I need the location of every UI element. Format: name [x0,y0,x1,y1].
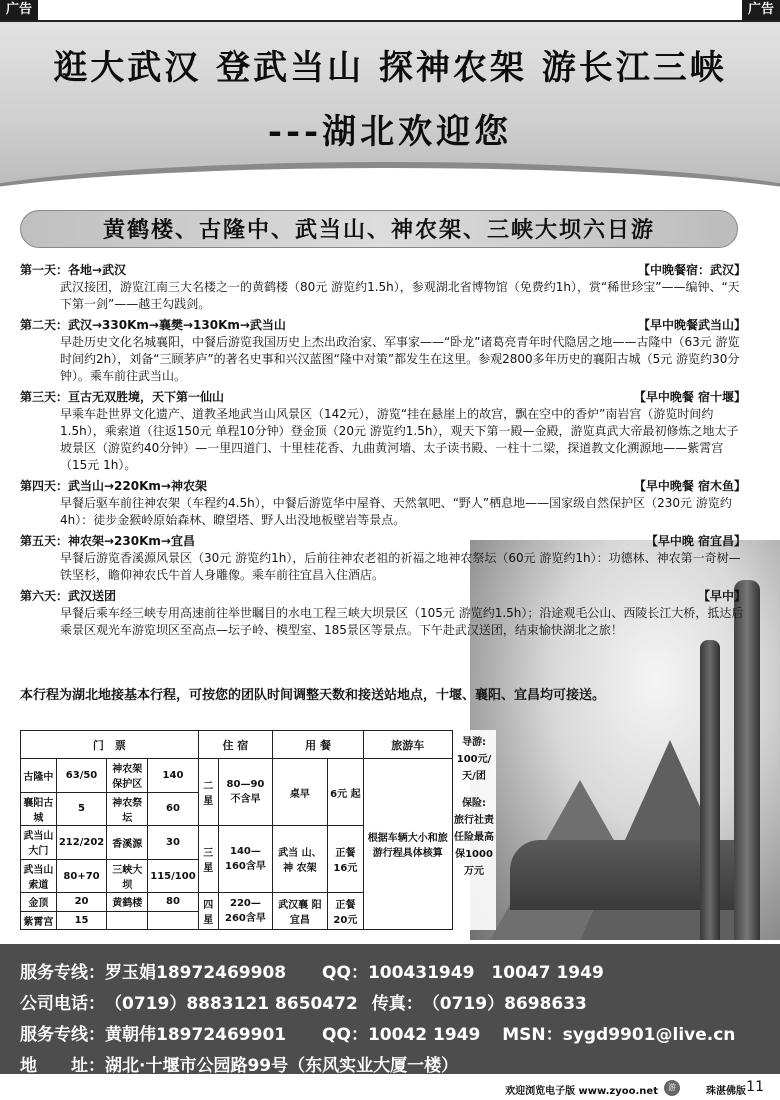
table-row [21,759,497,793]
lodging-star: 二星 [198,759,218,826]
meal-place: 武汉襄 阳宜昌 [273,893,328,930]
contact-label: 服务专线： [20,963,105,983]
day-body: 早餐后驱车前往神农架（车程约4.5h），中餐后游览华中屋脊、天然氧吧、“野人”栖息地——国家级自然保护区（230元 游览约4h）：徒步金猴岭原始森林、瞭望塔、野人出没地板壁岩等景点。 [60,496,732,527]
day-meal: 【早中晚 宿宜昌】 [645,534,746,548]
ticket-price: 63/50 [56,759,106,793]
insurance-label: 保险: [462,798,486,809]
contact-label: 服务专线： [20,1025,105,1045]
bus-note: 根据车辆大小和旅游行程具体核算 [364,759,452,930]
ticket-price: 15 [56,911,106,929]
contact-value: （0719）8883121 8650472 [105,994,358,1014]
ticket-site: 武当山索道 [21,859,57,893]
day-meal: 【早中晚餐 宿木鱼】 [633,479,746,493]
day-title: 第六天：武汉送团 [20,589,117,603]
day-meal: 【中晚餐宿：武汉】 [637,263,746,277]
day-meal: 【早中晚餐武当山】 [637,318,746,332]
day-body: 早乘车赴世界文化遗产、道教圣地武当山风景区（142元），游览“挂在悬崖上的故宫，飘在空中的香炉”南岩宫（游览时间约1.5h），乘索道（往返150元 单程10分钟）登金顶（20元 游览约1.5h），观天下第一殿—金殿，游览真武大帝最初修炼之地太子坡景区（游览约40分钟）—一里四道门、十里桂花香、九曲黄河墙、太子读书殿、一柱十二梁，探道教文化溯源地——紫霄宫（15元 1h）。 [60,407,739,472]
ticket-price: 115/100 [148,859,198,893]
day-body: 早餐后乘车经三峡专用高速前往举世瞩目的水电工程三峡大坝景区（105元 游览约1.5h）；沿途观毛公山、西陵长江大桥，抵达后乘景区观光车游览坝区至高点—坛子岭、模型室、185景区等景点。下午赴武汉送团，结束愉快湖北之旅！ [60,606,744,637]
contact-label: MSN： [502,1025,563,1045]
lodging-price: 80—90 不含早 [218,759,272,826]
lodging-price: 220— 260含早 [218,893,272,930]
lodging-price: 140— 160含早 [218,826,272,893]
ticket-site: 古隆中 [21,759,57,793]
contact-value: 黄朝伟18972469901 [105,1025,287,1045]
day-4 [20,478,760,529]
ticket-price [148,911,198,929]
meal-place: 桌早 [273,759,328,826]
tickets-header: 门 票 [21,731,199,759]
footer-slogan: 欢迎浏览电子版 www.zyoo.net [505,1086,658,1097]
contact-value: 湖北·十堰市公园路99号（东风实业大厦一楼） [105,1056,459,1076]
ticket-price: 5 [56,792,106,826]
contact-panel [0,944,780,1074]
meals-header: 用 餐 [273,731,364,759]
day-2 [20,317,760,385]
contact-value: 罗玉娟18972469908 [105,963,287,983]
day-title: 第三天：亘古无双胜境，天下第一仙山 [20,390,225,404]
ad-label-right: 广告 [742,0,780,20]
tour-title: 黄鹤楼、古隆中、武当山、神农架、三峡大坝六日游 [20,210,738,248]
ticket-site: 紫霄宫 [21,911,57,929]
contact-label: 地 址： [20,1056,105,1076]
day-title: 第一天：各地→武汉 [20,263,127,277]
lodging-star: 四星 [198,893,218,930]
ticket-site: 黄鹤楼 [107,893,148,911]
ticket-site: 香溪源 [107,826,148,860]
meal-price: 正餐 20元 [327,893,363,930]
contact-row [20,958,762,989]
headline: 逛大武汉 登武当山 探神农架 游长江三峡 [53,48,727,88]
banner-curve [0,162,780,202]
ticket-price: 212/202 [56,826,106,860]
price-table-wrap [20,730,496,930]
lodging-star: 三星 [198,826,218,893]
day-title: 第四天：武当山→220Km→神农架 [20,479,207,493]
ticket-site: 神农祭坛 [107,792,148,826]
ticket-price: 60 [148,792,198,826]
itinerary [20,262,760,643]
ticket-price: 80 [148,893,198,911]
contact-value: （0719）8698633 [422,994,587,1014]
ad-label-left: 广告 [0,0,38,20]
logo-icon: 游 [664,1080,680,1096]
contact-value: sygd9901@live.cn [562,1025,736,1045]
meal-price: 正餐 16元 [327,826,363,893]
ticket-site: 武当山大门 [21,826,57,860]
meal-place: 武当 山、神 农架 [273,826,328,893]
ticket-price: 140 [148,759,198,793]
day-3 [20,389,760,474]
day-meal: 【早中】 [697,589,746,603]
contact-label: QQ： [322,963,368,983]
day-5 [20,533,760,584]
guide-info [452,734,496,880]
guide-price: 100元/天/团 [456,754,492,782]
bus-header: 旅游车 [364,731,452,759]
contact-value: 100431949 10047 1949 [367,963,604,983]
day-6 [20,588,760,639]
insurance-text: 旅行社责任险最高保1000万元 [454,815,494,877]
guide-label: 导游: [462,737,486,748]
subline: ---湖北欢迎您 [267,112,513,152]
day-body: 早餐后游览香溪源风景区（30元 游览约1h），后前往神农老祖的祈福之地神农祭坛（60元 游览约1h）：功德林、神农第一奇树—铁坚杉，瞻仰神农氏牛首人身雕像。乘车前往宜昌入住酒店。 [60,551,741,582]
contact-label: QQ： [322,1025,368,1045]
day-body: 早赴历史文化名城襄阳，中餐后游览我国历史上杰出政治家、军事家——“卧龙”诸葛亮青年时代隐居之地——古隆中（63元 游览时间约2h），刘备“三顾茅庐”的著名史事和兴汉蓝图“隆中对策”都发生在这里。参观2800多年历史的襄阳古城（5元 游览约30分钟）。乘车前往武当山。 [60,335,740,383]
page-number: 11 [746,1079,764,1095]
ticket-price: 30 [148,826,198,860]
contact-row [20,989,762,1020]
ticket-site: 襄阳古城 [21,792,57,826]
ticket-site: 神农架保护区 [107,759,148,793]
contact-value: 10042 1949 [367,1025,481,1045]
ticket-price: 20 [56,893,106,911]
contact-label: 传真： [371,994,423,1014]
day-title: 第二天：武汉→330Km→襄樊→130Km→武当山 [20,318,286,332]
ticket-site: 三峡大坝 [107,859,148,893]
price-table [20,730,496,930]
itinerary-note: 本行程为湖北地接基本行程，可按您的团队时间调整天数和接送站地点，十堰、襄阳、宜昌均可接送。 [20,688,606,703]
footer-edition: 珠湛佛版 [706,1086,746,1097]
ticket-price: 80+70 [56,859,106,893]
lodging-header: 住 宿 [198,731,272,759]
day-1 [20,262,760,313]
contact-label: 公司电话： [20,994,105,1014]
page-footer [0,1074,780,1100]
meal-price: 6元 起 [327,759,363,826]
day-body: 武汉接团，游览江南三大名楼之一的黄鹤楼（80元 游览约1.5h），参观湖北省博物馆（免费约1h），赏“稀世珍宝”——编钟、“天下第一剑”——越王勾践剑。 [60,280,740,311]
day-meal: 【早中晚餐 宿十堰】 [633,390,746,404]
ticket-site: 金顶 [21,893,57,911]
contact-row [20,1020,762,1051]
ticket-site [107,911,148,929]
day-title: 第五天：神农架→230Km→宜昌 [20,534,195,548]
